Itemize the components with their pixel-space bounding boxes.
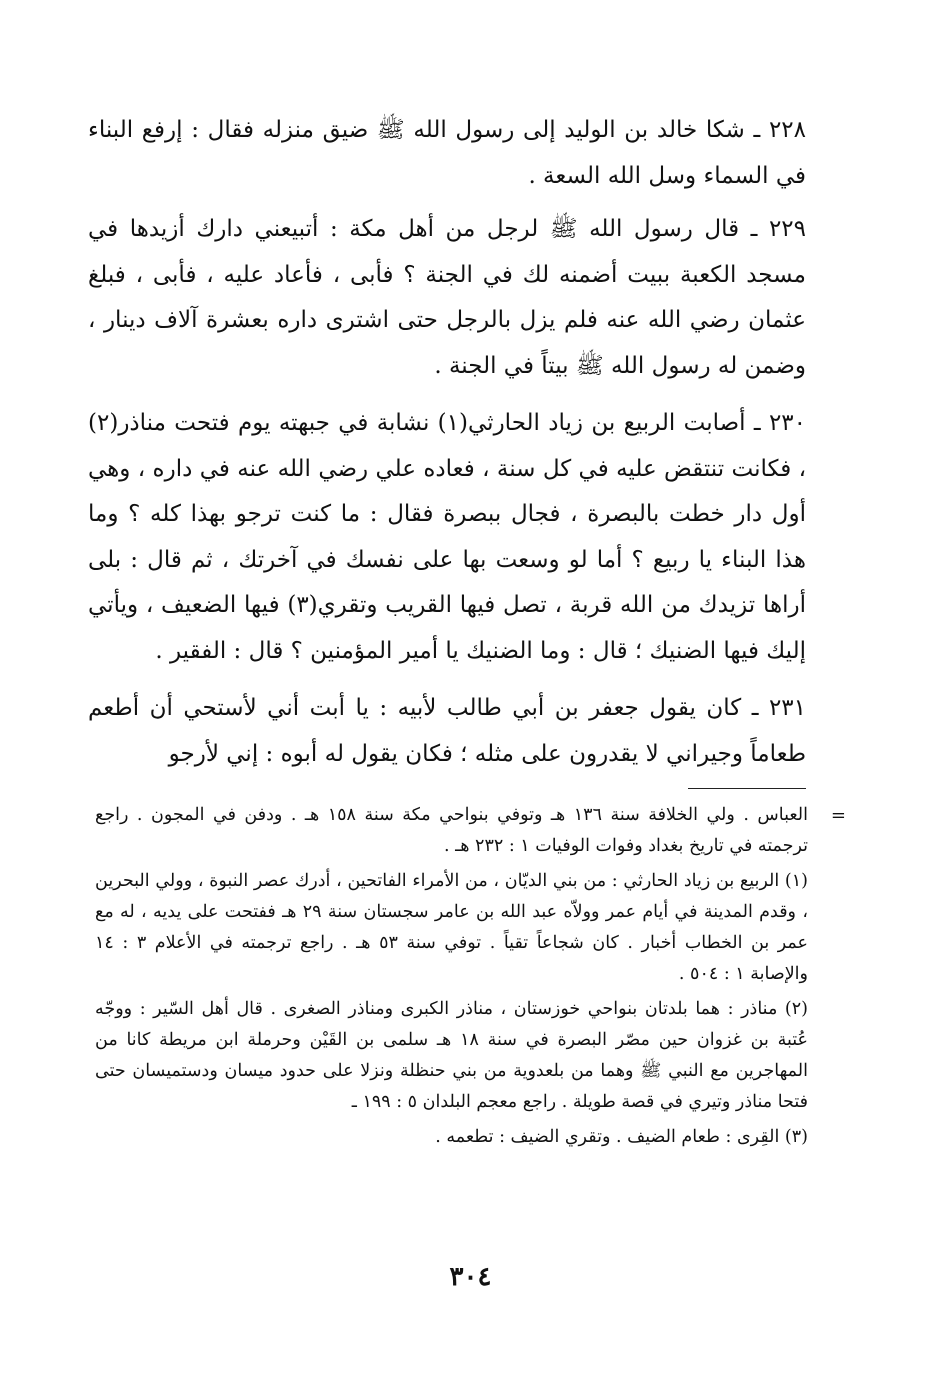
page-number: ٣٠٤ [449, 1262, 492, 1292]
footnotes [95, 800, 846, 1157]
footnote-3: (٣) القِرى : طعام الضيف . وتقري الضيف : تطعمه . [435, 1127, 808, 1147]
continuation-mark: = [830, 805, 846, 826]
paragraph-231: ٢٣١ ـ كان يقول جعفر بن أبي طالب لأبيه : يا أبت أني لأستحي أن أطعم طعاماً وجيراني لا يقدرون على مثله ؛ فكان يقول له أبوه : إني لأرجو [88, 695, 806, 767]
footnote-2: (٢) مناذر : هما بلدتان بنواحي خوزستان ، مناذر الكبرى ومناذر الصغرى . قال أهل السّير : ووجّه عُتبة بن غزوان حين مصّر البصرة في سنة ١٨ هـ سلمى بن القَيْن وحرملة ابن مريطة كانا من المهاجرين مع النبي ﷺ وهما من بلعدوية من بني حنظلة ونزلا على حدود ميسان ودستميسان حتى فتحا مناذر وتيري في قصة طويلة . راجع معجم البلدان ٥ : ١٩٩ ـ [95, 999, 808, 1112]
main-text [88, 108, 806, 789]
footnote-1: (١) الربيع بن زياد الحارثي : من بني الديّان ، من الأمراء الفاتحين ، أدرك عصر النبوة ، وولي البحرين ، وقدم المدينة في أيام عمر وولاّه عبد الله بن عامر سجستان سنة ٢٩ هـ ففتحت على يديه ، له مع عمر بن الخطاب أخبار . كان شجاعاً تقياً . توفي سنة ٥٣ هـ . راجع ترجمته في الأعلام ٣ : ١٤ والإصابة ١ : ٥٠٤ . [95, 871, 808, 984]
footnote-continuation [95, 800, 846, 862]
paragraph-229: ٢٢٩ ـ قال رسول الله ﷺ لرجل من أهل مكة : أتبيعني دارك أزيدها في مسجد الكعبة ببيت أضمنه لك في الجنة ؟ فأبى ، فأعاد عليه ، فأبى ، فبلغ عثمان رضي الله عنه فلم يزل بالرجل حتى اشترى داره بعشرة آلاف دينار ، وضمن له رسول الله ﷺ بيتاً في الجنة . [88, 216, 806, 379]
paragraph-230: ٢٣٠ ـ أصابت الربيع بن زياد الحارثي(١) نشابة في جبهته يوم فتحت مناذر(٢) ، فكانت تنتقض عليه في كل سنة ، فعاده علي رضي الله عنه في داره ، وهي أول دار خطت بالبصرة ، فجال ببصرة فقال : ما كنت ترجو بهذا كله ؟ وما هذا البناء يا ربيع ؟ أما لو وسعت بها على نفسك في آخرتك ، ثم قال : بلى أراها تزيدك من الله قربة ، تصل فيها القريب وتقري(٣) فيها الضعيف ، ويأتي إليك فيها الضنيك ؛ قال : وما الضنيك يا أمير المؤمنين ؟ قال : الفقير . [88, 410, 807, 664]
footnote-continuation-text: العباس . ولي الخلافة سنة ١٣٦ هـ وتوفي بنواحي مكة سنة ١٥٨ هـ . ودفن في المجون . راجع ترجمته في تاريخ بغداد وفوات الوفيات ١ : ٢٣٢ هـ . [95, 805, 808, 856]
paragraph-228: ٢٢٨ ـ شكا خالد بن الوليد إلى رسول الله ﷺ ضيق منزله فقال : إرفع البناء في السماء وسل الله السعة . [88, 117, 806, 189]
footnote-separator [688, 788, 806, 789]
